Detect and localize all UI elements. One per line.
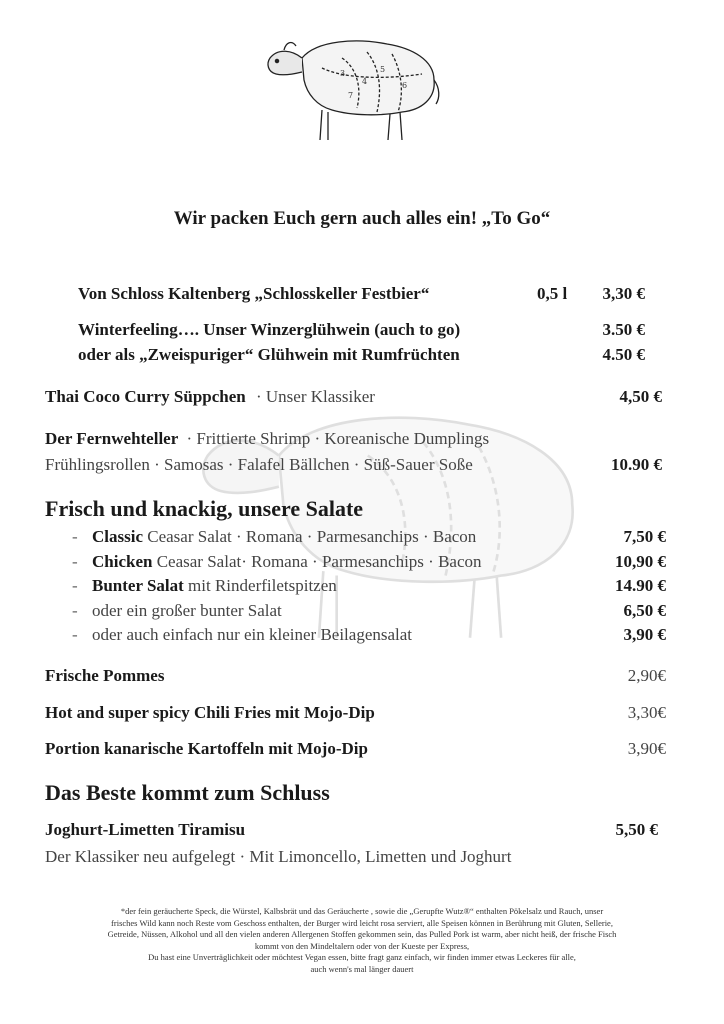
salad-bullet: - (72, 601, 78, 620)
side-kartoffeln-name: Portion kanarische Kartoffeln mit Mojo-Dip (45, 739, 368, 758)
salad-beilagen-desc: oder auch einfach nur ein kleiner Beilagensalat (92, 625, 413, 644)
side-kartoffeln-price: 3,90€ (627, 739, 666, 758)
svg-text:7: 7 (348, 91, 354, 100)
allergen-footnote (40, 906, 684, 975)
footnote-line: Du hast eine Unverträglichkeit oder möchtest Vegan essen, bitte fragt ganz einfach, wir finden immer etwas Leckeres für alle, (148, 952, 576, 962)
drink-zweispuriger-price: 4.50 € (602, 345, 645, 364)
salad-chicken-desc: Ceasar Salat· Romana · Parmesanchips · Bacon (156, 552, 482, 571)
salad-classic-desc: Ceasar Salat · Romana · Parmesanchips · Bacon (147, 527, 477, 546)
fernweh-name: Der Fernwehteller (45, 429, 179, 448)
salad-beilagen-price: 3,90 € (623, 625, 666, 644)
salad-gross-desc: oder ein großer bunter Salat (92, 601, 282, 620)
dessert-name: Joghurt-Limetten Tiramisu (45, 820, 246, 839)
salad-bullet: - (72, 552, 78, 571)
salad-bunter-desc: mit Rinderfiletspitzen (188, 576, 337, 595)
sheep-illustration (262, 28, 442, 146)
side-pommes-price: 2,90€ (627, 666, 666, 685)
drink-festbier-price: 3,30 € (602, 284, 645, 303)
fernweh-desc-2: Frühlingsrollen · Samosas · Falafel Bällchen · Süß-Sauer Soße (45, 455, 473, 474)
salad-classic-price: 7,50 € (623, 527, 666, 546)
svg-text:4: 4 (362, 77, 368, 86)
side-pommes-name: Frische Pommes (45, 666, 165, 685)
side-chili-fries-name: Hot and super spicy Chili Fries mit Mojo-Dip (45, 703, 375, 722)
salad-bullet: - (72, 527, 78, 546)
soup-row (45, 387, 375, 407)
dessert-heading: Das Beste kommt zum Schluss (45, 780, 330, 805)
soup-name: Thai Coco Curry Süppchen (45, 387, 246, 406)
dessert-desc: Der Klassiker neu aufgelegt · Mit Limoncello, Limetten und Joghurt (45, 847, 512, 866)
drink-gluehwein-name: Winterfeeling…. Unser Winzerglühwein (auch to go) (78, 320, 461, 339)
footnote-line: Getreide, Nüssen, Alkohol und all den vielen anderen Allergenen Stoffen gekommen sein, das Pulled Pork ist warm, aber nicht heiß, der frische Fisch (107, 929, 617, 939)
salad-bunter-name: Bunter Salat (92, 576, 184, 595)
drink-zweispuriger-name: oder als „Zweispuriger“ Glühwein mit Rumfrüchten (78, 345, 460, 364)
footnote-line: auch wenn's mal länger dauert (310, 963, 414, 974)
salad-gross-price: 6,50 € (623, 601, 666, 620)
svg-text:6: 6 (402, 81, 408, 90)
fernweh-price: 10.90 € (611, 455, 662, 474)
footnote-line: *der fein geräucherte Speck, die Würstel, Kalbsbrät und das Geräucherte , sowie die „Gerupfte Wutz®“ enthalten Pökelsalz und Rauch, unser (120, 906, 604, 916)
salad-classic (92, 527, 476, 547)
salad-chicken (92, 552, 482, 572)
salad-bullet: - (72, 576, 78, 595)
soup-price: 4,50 € (619, 387, 662, 406)
salad-chicken-name: Chicken (92, 552, 153, 571)
fernweh-desc-1: · Frittierte Shrimp · Koreanische Dumplings (186, 429, 490, 448)
svg-text:3: 3 (340, 69, 346, 78)
drink-festbier-size: 0,5 l (537, 284, 568, 303)
side-chili-fries-price: 3,30€ (627, 703, 666, 722)
drink-festbier-name: Von Schloss Kaltenberg „Schlosskeller Festbier“ (78, 284, 430, 303)
salad-bunter-price: 14.90 € (615, 576, 666, 595)
salad-classic-name: Classic (92, 527, 143, 546)
footnote-line: frisches Wild kann noch Reste vom Geschoss enthalten, der Burger wird leicht rosa serviert, alle Speisen können in Berührung mit Gluten, Sellerie, (111, 917, 613, 928)
footnote-line: kommt von den Mindeltalern oder von der Kueste per Express, (254, 940, 470, 951)
salads-heading: Frisch und knackig, unsere Salate (45, 496, 364, 521)
fernweh-row (45, 429, 489, 449)
soup-desc: · Unser Klassiker (255, 387, 375, 406)
salad-bunter (92, 576, 337, 596)
salad-bullet: - (72, 625, 78, 644)
drink-gluehwein-price: 3.50 € (602, 320, 645, 339)
salad-chicken-price: 10,90 € (615, 552, 666, 571)
svg-text:5: 5 (380, 65, 386, 74)
to-go-slogan: Wir packen Euch gern auch alles ein! „To Go“ (173, 208, 551, 229)
dessert-price: 5,50 € (615, 820, 658, 839)
